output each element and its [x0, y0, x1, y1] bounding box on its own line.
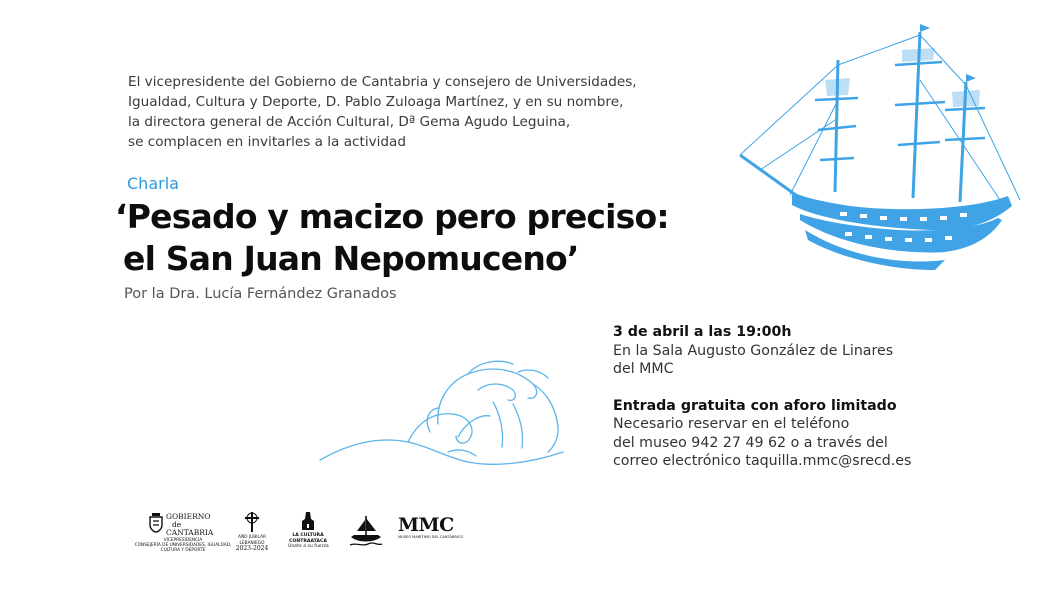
logo-boat: [348, 513, 384, 549]
ship-illustration: [730, 20, 1030, 270]
gobierno-sub1: VICEPRESIDENCIA: [163, 538, 203, 543]
logo-gobierno-cantabria: [128, 513, 238, 563]
intro-line: se complacen en invitarles a la actividad: [128, 134, 407, 150]
reserve-line: correo electrónico taquilla.mmc@srecd.es: [613, 453, 912, 469]
jubilar-line3: 2023-2024: [235, 545, 269, 552]
wave-illustration: [318, 352, 568, 472]
event-type: Charla: [127, 174, 179, 193]
cultura-tower-icon: [301, 511, 315, 531]
reserve-line: del museo 942 27 49 62 o a través del: [613, 434, 888, 451]
reserve-line: Necesario reservar en el teléfono: [613, 416, 850, 432]
logo-mmc: [398, 514, 464, 555]
boat-logo-icon: [348, 513, 384, 549]
venue-line: En la Sala Augusto González de Linares: [613, 342, 894, 359]
logo-cultura-contraataca: [288, 511, 328, 561]
gobierno-line1: GOBIERNO: [166, 512, 211, 521]
intro-line: la directora general de Acción Cultural, Dª Gema Agudo Leguina,: [128, 114, 571, 130]
event-title: [115, 196, 669, 280]
jubilar-line1: AÑO JUBILAR: [238, 535, 266, 540]
cultura-line1: LA CULTURA: [292, 533, 324, 538]
jubilar-cross-icon: [242, 511, 262, 533]
mmc-subtitle: MUSEO MARÍTIMO DEL CANTÁBRICO: [398, 535, 464, 539]
jubilar-line2: LEBANIEGO: [239, 540, 265, 546]
cultura-line2: CONTRAATACA: [289, 538, 327, 544]
title-line-2: el San Juan Nepomuceno’: [123, 239, 579, 278]
cultura-line3: Únete a su fuerza: [288, 544, 329, 550]
venue-line: del MMC: [613, 361, 674, 377]
gobierno-sub3: CULTURA Y DEPORTE: [160, 548, 206, 554]
intro-line: El vicepresidente del Gobierno de Cantabria y consejero de Universidades,: [128, 74, 637, 90]
gobierno-sub2: CONSEJERÍA DE UNIVERSIDADES, IGUALDAD,: [134, 543, 232, 549]
title-line-1: ‘Pesado y macizo pero preciso:: [115, 197, 669, 236]
gobierno-line3: CANTABRIA: [166, 528, 214, 537]
logo-ano-jubilar: [234, 511, 270, 561]
mmc-name: MMC: [398, 514, 454, 536]
gobierno-line2: de: [172, 520, 182, 529]
event-details: [613, 323, 1033, 471]
event-date-time: 3 de abril a las 19:00h: [613, 324, 792, 340]
intro-line: Igualdad, Cultura y Deporte, D. Pablo Zuloaga Martínez, y en su nombre,: [128, 94, 624, 110]
invitation-intro: [128, 72, 688, 152]
cantabria-crest-icon: [148, 513, 164, 533]
entry-heading: Entrada gratuita con aforo limitado: [613, 397, 897, 414]
event-speaker: Por la Dra. Lucía Fernández Granados: [124, 286, 397, 302]
